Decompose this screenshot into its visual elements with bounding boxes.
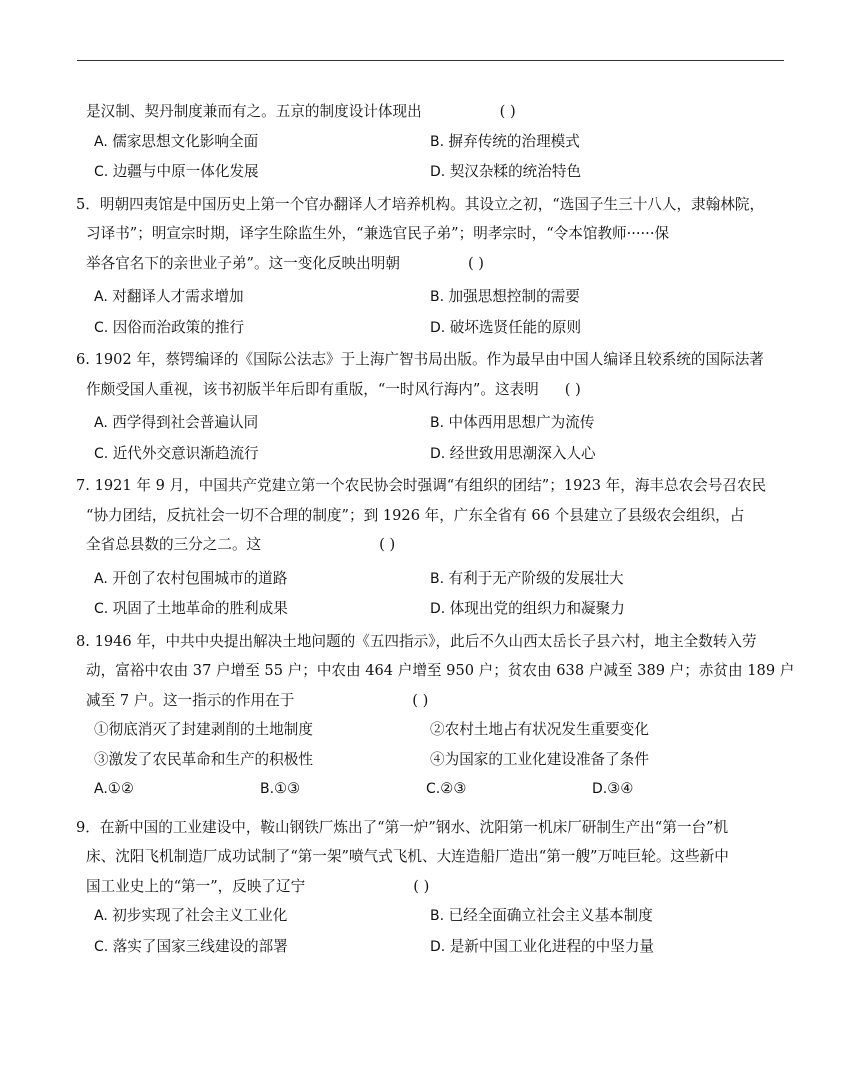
q7-stem-line: 全省总县数的三分之二。这 ( ) (76, 530, 788, 560)
answer-bracket: ( ) (379, 536, 396, 553)
option-b: B. 加强思想控制的需要 (430, 288, 580, 305)
answer-bracket: ( ) (499, 103, 516, 120)
q6-options (76, 408, 788, 469)
option-d: D. 破坏选贤任能的原则 (430, 318, 582, 336)
option-c: C. 近代外交意识渐趋流行 (94, 444, 259, 462)
statement-1: ①彻底消灭了封建剥削的土地制度 (94, 721, 313, 738)
answer-bracket: ( ) (412, 691, 429, 709)
option-c: C. 因俗而治政策的推行 (94, 318, 245, 336)
option-d: D. 经世致用思潮深入人心 (430, 444, 596, 462)
q5-stem-line: 5．明朝四夷馆是中国历史上第一个官办翻译人才培养机构。其设立之初，“选国子生三十八人，隶翰林院， (76, 195, 765, 213)
option-b: B.①③ (260, 780, 301, 797)
option-b: B. 摒弃传统的治理模式 (430, 132, 580, 150)
answer-bracket: ( ) (564, 380, 581, 398)
q7-stem-line: 7. 1921 年 9 月，中国共产党建立第一个农民协会时强调“有组织的团结”；1923 年，海丰总农会号召农民 (76, 477, 767, 494)
q7-stem-line: “协力团结，反抗社会一切不合理的制度”；到 1926 年，广东全省有 66 个县建立了县级农会组织，占 (86, 506, 745, 524)
option-d: D.③④ (592, 780, 634, 797)
option-a: A.①② (94, 780, 134, 797)
option-b: B. 中体西用思想广为流传 (430, 414, 595, 431)
option-a: A. 儒家思想文化影响全面 (94, 132, 259, 150)
q5-stem-line: 习译书”；明宣宗时期，译字生除监生外，“兼选官民子弟”；明孝宗时，“令本馆教师······保 (86, 225, 670, 242)
question-8 (76, 627, 795, 805)
q8-stem-line: 动，富裕中农由 37 户增至 55 户；中农由 464 户增至 950 户；贫农由 638 户减至 389 户；赤贫由 189 户 (86, 662, 795, 679)
statement-3: ③激发了农民革命和生产的积极性 (94, 750, 313, 768)
option-c: C.②③ (426, 780, 467, 797)
option-b: B. 已经全面确立社会主义基本制度 (430, 907, 653, 924)
q5-stem-line: 举各官名下的亲世业子弟”。这一变化反映出明朝 ( ) (76, 249, 788, 279)
q6-stem-line: 作颇受国人重视，该书初版半年后即有重版，“一时风行海内”。这表明 ( ) (76, 375, 788, 405)
option-c: C. 边疆与中原一体化发展 (94, 163, 259, 180)
q7-options (76, 564, 788, 625)
header-rule (77, 60, 784, 61)
q4-stem-tail: 是汉制、契丹制度兼而有之。五京的制度设计体现出 ( ) (76, 97, 788, 127)
option-b: B. 有利于无产阶级的发展壮大 (430, 569, 624, 587)
answer-bracket: ( ) (413, 877, 430, 895)
option-a: A. 西学得到社会普遍认同 (94, 414, 259, 431)
option-d: D. 是新中国工业化进程的中坚力量 (430, 937, 655, 955)
q5-options (76, 282, 788, 343)
option-d: D. 契汉杂糅的统治特色 (430, 163, 582, 180)
q9-options (76, 901, 788, 962)
question-9 (76, 813, 788, 963)
statement-4: ④为国家的工业化建设准备了条件 (430, 750, 649, 768)
q9-stem-line: 床、沈阳飞机制造厂成功试制了“第一架”喷气式飞机、大连造船厂造出“第一艘”万吨巨轮。这些新中 (86, 848, 729, 865)
option-a: A. 开创了农村包围城市的道路 (94, 569, 288, 587)
q9-stem-line: 国工业史上的“第一”，反映了辽宁 ( ) (76, 872, 788, 902)
q4-options (76, 127, 788, 188)
option-d: D. 体现出党的组织力和凝聚力 (430, 600, 625, 617)
q8-stem-line: 减至 7 户。这一指示的作用在于 ( ) (76, 686, 788, 716)
option-a: A. 对翻译人才需求增加 (94, 288, 244, 305)
q6-stem-line: 6. 1902 年，蔡锷编译的《国际公法志》于上海广智书局出版。作为最早由中国人编译且较系统的国际法著 (76, 351, 764, 368)
q9-stem-line: 9．在新中国的工业建设中，鞍山钢铁厂炼出了“第一炉”钢水、沈阳第一机床厂研制生产出“第一台”机 (76, 818, 729, 836)
question-7 (76, 471, 788, 625)
question-5 (76, 190, 788, 344)
questions-body (76, 97, 795, 962)
option-a: A. 初步实现了社会主义工业化 (94, 907, 288, 924)
q8-statements (76, 715, 788, 774)
option-c: C. 落实了国家三线建设的部署 (94, 937, 288, 955)
statement-2: ②农村土地占有状况发生重要变化 (430, 721, 649, 738)
option-c: C. 巩固了土地革命的胜利成果 (94, 600, 288, 617)
question-6 (76, 345, 788, 469)
q8-stem-line: 8. 1946 年，中共中央提出解决土地问题的《五四指示》，此后不久山西太岳长子县六村，地主全数转入劳 (76, 632, 757, 650)
q8-options (76, 774, 788, 805)
answer-bracket: ( ) (467, 254, 484, 272)
